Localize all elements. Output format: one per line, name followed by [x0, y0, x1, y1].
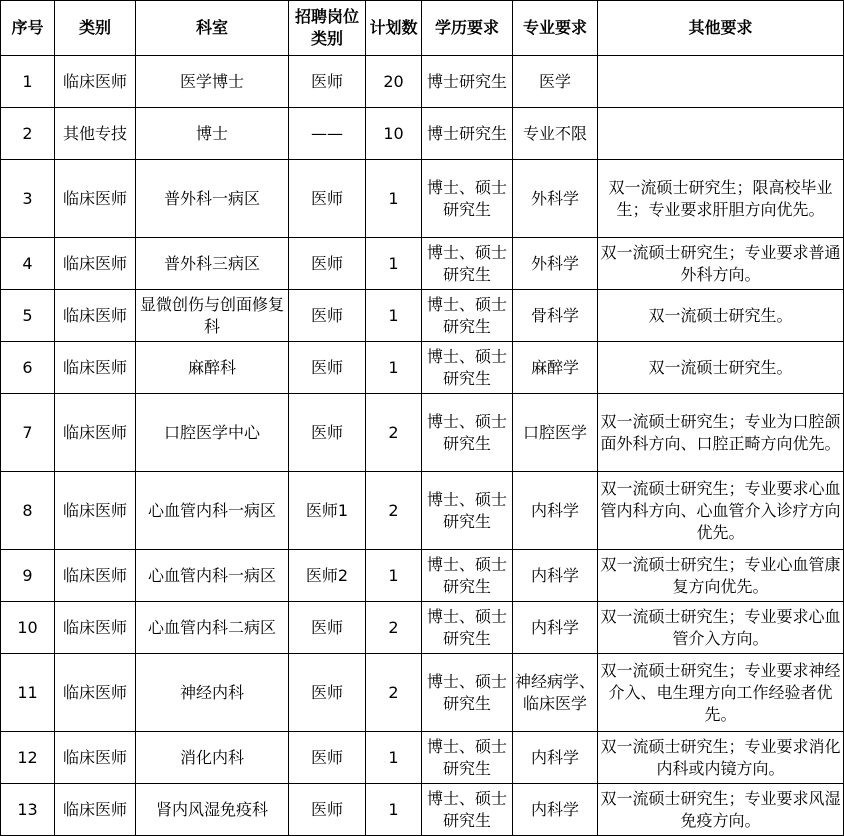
table-row [1, 602, 844, 654]
cell-department: 显微创伤与创面修复科 [136, 290, 289, 342]
cell-department: 心血管内科二病区 [136, 602, 289, 654]
cell-major: 医学 [513, 56, 598, 108]
cell-plan-count: 2 [366, 472, 422, 550]
cell-category: 临床医师 [55, 784, 136, 836]
cell-department: 神经内科 [136, 654, 289, 732]
cell-department: 心血管内科一病区 [136, 472, 289, 550]
cell-education: 博士研究生 [422, 56, 513, 108]
cell-post-type: 医师2 [289, 550, 366, 602]
cell-plan-count: 2 [366, 654, 422, 732]
cell-other: 双一流硕士研究生；专业要求心血管介入方向。 [598, 602, 844, 654]
table-row [1, 108, 844, 160]
cell-category: 临床医师 [55, 160, 136, 238]
cell-post-type: —— [289, 108, 366, 160]
cell-serial: 7 [1, 394, 55, 472]
cell-major: 神经病学、临床医学 [513, 654, 598, 732]
cell-category: 临床医师 [55, 342, 136, 394]
cell-post-type: 医师 [289, 602, 366, 654]
table-row [1, 732, 844, 784]
cell-serial: 3 [1, 160, 55, 238]
table-row [1, 342, 844, 394]
cell-plan-count: 1 [366, 342, 422, 394]
cell-department: 心血管内科一病区 [136, 550, 289, 602]
cell-major: 外科学 [513, 238, 598, 290]
cell-education: 博士、硕士研究生 [422, 290, 513, 342]
cell-education: 博士研究生 [422, 108, 513, 160]
cell-serial: 10 [1, 602, 55, 654]
header-row [1, 1, 844, 56]
cell-other: 双一流硕士研究生；专业心血管康复方向优先。 [598, 550, 844, 602]
cell-education: 博士、硕士研究生 [422, 342, 513, 394]
cell-post-type: 医师1 [289, 472, 366, 550]
cell-other [598, 108, 844, 160]
cell-other: 双一流硕士研究生；专业要求风湿免疫方向。 [598, 784, 844, 836]
cell-serial: 1 [1, 56, 55, 108]
cell-category: 临床医师 [55, 550, 136, 602]
cell-education: 博士、硕士研究生 [422, 784, 513, 836]
cell-plan-count: 1 [366, 160, 422, 238]
cell-education: 博士、硕士研究生 [422, 732, 513, 784]
cell-serial: 6 [1, 342, 55, 394]
cell-serial: 13 [1, 784, 55, 836]
cell-serial: 4 [1, 238, 55, 290]
cell-category: 临床医师 [55, 56, 136, 108]
header-education: 学历要求 [422, 1, 513, 56]
cell-department: 口腔医学中心 [136, 394, 289, 472]
cell-other [598, 56, 844, 108]
header-plan-count: 计划数 [366, 1, 422, 56]
cell-plan-count: 10 [366, 108, 422, 160]
cell-other: 双一流硕士研究生；限高校毕业生；专业要求肝胆方向优先。 [598, 160, 844, 238]
cell-serial: 9 [1, 550, 55, 602]
cell-education: 博士、硕士研究生 [422, 654, 513, 732]
cell-department: 普外科一病区 [136, 160, 289, 238]
header-post-type: 招聘岗位类别 [289, 1, 366, 56]
cell-plan-count: 2 [366, 602, 422, 654]
cell-plan-count: 1 [366, 550, 422, 602]
cell-serial: 11 [1, 654, 55, 732]
cell-category: 临床医师 [55, 472, 136, 550]
cell-major: 内科学 [513, 550, 598, 602]
table-row [1, 394, 844, 472]
cell-post-type: 医师 [289, 290, 366, 342]
cell-department: 普外科三病区 [136, 238, 289, 290]
cell-major: 内科学 [513, 602, 598, 654]
table-row [1, 654, 844, 732]
cell-other: 双一流硕士研究生。 [598, 342, 844, 394]
cell-department: 麻醉科 [136, 342, 289, 394]
cell-other: 双一流硕士研究生；专业要求心血管内科方向、心血管介入诊疗方向优先。 [598, 472, 844, 550]
cell-major: 外科学 [513, 160, 598, 238]
cell-plan-count: 1 [366, 290, 422, 342]
cell-education: 博士、硕士研究生 [422, 602, 513, 654]
cell-major: 麻醉学 [513, 342, 598, 394]
cell-post-type: 医师 [289, 784, 366, 836]
table-row [1, 238, 844, 290]
header-major: 专业要求 [513, 1, 598, 56]
cell-category: 临床医师 [55, 732, 136, 784]
table-row [1, 56, 844, 108]
cell-plan-count: 2 [366, 394, 422, 472]
cell-major: 内科学 [513, 732, 598, 784]
table-row [1, 784, 844, 836]
table-row [1, 160, 844, 238]
cell-other: 双一流硕士研究生；专业要求消化内科或内镜方向。 [598, 732, 844, 784]
cell-education: 博士、硕士研究生 [422, 238, 513, 290]
cell-category: 临床医师 [55, 394, 136, 472]
header-category: 类别 [55, 1, 136, 56]
table-row [1, 550, 844, 602]
cell-serial: 12 [1, 732, 55, 784]
cell-other: 双一流硕士研究生。 [598, 290, 844, 342]
cell-education: 博士、硕士研究生 [422, 550, 513, 602]
cell-post-type: 医师 [289, 654, 366, 732]
cell-plan-count: 1 [366, 784, 422, 836]
cell-major: 专业不限 [513, 108, 598, 160]
header-department: 科室 [136, 1, 289, 56]
cell-post-type: 医师 [289, 732, 366, 784]
header-serial: 序号 [1, 1, 55, 56]
cell-major: 内科学 [513, 472, 598, 550]
cell-serial: 5 [1, 290, 55, 342]
table-row [1, 472, 844, 550]
cell-department: 肾内风湿免疫科 [136, 784, 289, 836]
cell-category: 其他专技 [55, 108, 136, 160]
cell-major: 口腔医学 [513, 394, 598, 472]
cell-plan-count: 1 [366, 732, 422, 784]
table-row [1, 290, 844, 342]
cell-post-type: 医师 [289, 342, 366, 394]
cell-post-type: 医师 [289, 238, 366, 290]
cell-category: 临床医师 [55, 238, 136, 290]
cell-category: 临床医师 [55, 602, 136, 654]
cell-education: 博士、硕士研究生 [422, 394, 513, 472]
cell-other: 双一流硕士研究生；专业为口腔颌面外科方向、口腔正畸方向优先。 [598, 394, 844, 472]
cell-department: 医学博士 [136, 56, 289, 108]
cell-education: 博士、硕士研究生 [422, 160, 513, 238]
cell-plan-count: 20 [366, 56, 422, 108]
cell-category: 临床医师 [55, 654, 136, 732]
header-other: 其他要求 [598, 1, 844, 56]
cell-department: 消化内科 [136, 732, 289, 784]
cell-plan-count: 1 [366, 238, 422, 290]
cell-post-type: 医师 [289, 160, 366, 238]
cell-serial: 8 [1, 472, 55, 550]
cell-department: 博士 [136, 108, 289, 160]
cell-other: 双一流硕士研究生；专业要求神经介入、电生理方向工作经验者优先。 [598, 654, 844, 732]
cell-category: 临床医师 [55, 290, 136, 342]
cell-major: 内科学 [513, 784, 598, 836]
cell-post-type: 医师 [289, 394, 366, 472]
cell-major: 骨科学 [513, 290, 598, 342]
cell-other: 双一流硕士研究生；专业要求普通外科方向。 [598, 238, 844, 290]
cell-education: 博士、硕士研究生 [422, 472, 513, 550]
cell-serial: 2 [1, 108, 55, 160]
cell-post-type: 医师 [289, 56, 366, 108]
